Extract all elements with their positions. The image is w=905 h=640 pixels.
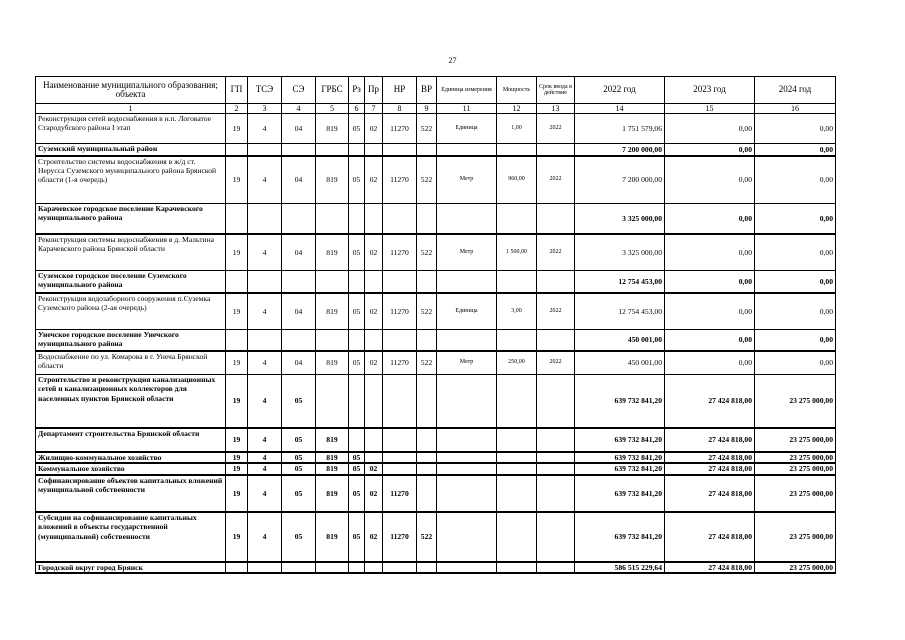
cell-se: 04 [282, 156, 316, 204]
cell-value-2023: 0,00 [665, 144, 755, 156]
cell-power [497, 428, 537, 452]
cell-tse: 4 [248, 452, 282, 463]
cell-name: Субсидии на софинансирование капитальных вложений в объекты государственной (муниципальной) собственности [36, 512, 226, 562]
header-tse: ТСЭ [248, 77, 282, 104]
col-number: 4 [282, 104, 316, 114]
table-row [36, 512, 836, 562]
header-name: Наименование муниципального образования; объекта [36, 77, 226, 104]
cell-pr [365, 204, 383, 234]
cell-value-2022: 639 732 841,20 [575, 463, 665, 475]
cell-value-2024: 0,00 [755, 293, 836, 330]
cell-nr [383, 330, 417, 351]
cell-grbs [316, 204, 349, 234]
cell-value-2024: 23 275 000,00 [755, 452, 836, 463]
col-number: 6 [349, 104, 365, 114]
cell-grbs: 819 [316, 156, 349, 204]
cell-value-2024: 23 275 000,00 [755, 463, 836, 475]
cell-value-2024: 0,00 [755, 330, 836, 351]
cell-nr: 11270 [383, 512, 417, 562]
cell-vr [417, 562, 437, 573]
cell-power [497, 144, 537, 156]
cell-power [497, 463, 537, 475]
cell-unit [437, 475, 497, 512]
cell-nr: 11270 [383, 234, 417, 271]
cell-unit: Единица [437, 293, 497, 330]
cell-rz: 05 [349, 512, 365, 562]
table-row [36, 114, 836, 144]
cell-tse: 4 [248, 293, 282, 330]
cell-nr [383, 204, 417, 234]
table-row [36, 330, 836, 351]
cell-tse [248, 330, 282, 351]
cell-se: 05 [282, 475, 316, 512]
cell-vr [417, 463, 437, 475]
cell-gp: 19 [226, 293, 248, 330]
table-row [36, 463, 836, 475]
cell-term [537, 204, 575, 234]
col-number: 15 [665, 104, 755, 114]
header-se: СЭ [282, 77, 316, 104]
cell-tse [248, 562, 282, 573]
cell-unit [437, 330, 497, 351]
cell-power: 3,00 [497, 293, 537, 330]
cell-rz [349, 144, 365, 156]
cell-value-2022: 639 732 841,20 [575, 452, 665, 463]
cell-se: 04 [282, 293, 316, 330]
cell-name: Строительство и реконструкция канализационных сетей и канализационных коллекторов для населенных пунктов Брянской области [36, 375, 226, 428]
cell-value-2022: 586 515 229,64 [575, 562, 665, 573]
cell-rz: 05 [349, 463, 365, 475]
cell-nr: 11270 [383, 351, 417, 375]
cell-name: Реконструкция водозаборного сооружения п.Суземка Суземского района (2-ая очередь) [36, 293, 226, 330]
cell-value-2024: 0,00 [755, 204, 836, 234]
cell-power: 960,00 [497, 156, 537, 204]
cell-value-2022: 450 001,00 [575, 330, 665, 351]
table-row [36, 156, 836, 204]
cell-gp [226, 144, 248, 156]
cell-se: 05 [282, 452, 316, 463]
cell-tse: 4 [248, 463, 282, 475]
cell-value-2022: 450 001,00 [575, 351, 665, 375]
cell-rz: 05 [349, 234, 365, 271]
cell-vr: 522 [417, 293, 437, 330]
cell-gp [226, 330, 248, 351]
table-row [36, 204, 836, 234]
cell-power [497, 271, 537, 293]
cell-gp: 19 [226, 475, 248, 512]
cell-grbs: 819 [316, 114, 349, 144]
cell-value-2024: 23 275 000,00 [755, 475, 836, 512]
cell-gp: 19 [226, 452, 248, 463]
cell-value-2022: 3 325 000,00 [575, 234, 665, 271]
table-row [36, 351, 836, 375]
cell-value-2024: 23 275 000,00 [755, 512, 836, 562]
cell-pr: 02 [365, 512, 383, 562]
header-gp: ГП [226, 77, 248, 104]
cell-term [537, 144, 575, 156]
cell-name: Реконструкция сетей водоснабжения в н.п. Логоватое Стародубского района I этап [36, 114, 226, 144]
cell-power [497, 330, 537, 351]
cell-pr: 02 [365, 234, 383, 271]
cell-name: Карачевское городское поселение Карачевского муниципального района [36, 204, 226, 234]
cell-value-2024: 0,00 [755, 114, 836, 144]
table-row [36, 271, 836, 293]
header-2023: 2023 год [665, 77, 755, 104]
cell-nr [383, 271, 417, 293]
cell-unit [437, 375, 497, 428]
cell-tse: 4 [248, 351, 282, 375]
cell-gp [226, 271, 248, 293]
cell-grbs [316, 375, 349, 428]
cell-gp: 19 [226, 234, 248, 271]
cell-name: Департамент строительства Брянской области [36, 428, 226, 452]
cell-unit [437, 463, 497, 475]
table-row [36, 375, 836, 428]
table-row [36, 452, 836, 463]
cell-term [537, 512, 575, 562]
col-number: 2 [226, 104, 248, 114]
cell-tse [248, 204, 282, 234]
cell-value-2022: 7 200 000,00 [575, 156, 665, 204]
cell-value-2024: 0,00 [755, 351, 836, 375]
header-nr: НР [383, 77, 417, 104]
cell-vr [417, 144, 437, 156]
cell-vr [417, 375, 437, 428]
cell-power [497, 475, 537, 512]
cell-value-2022: 12 754 453,00 [575, 293, 665, 330]
cell-value-2024: 0,00 [755, 144, 836, 156]
cell-vr [417, 204, 437, 234]
cell-rz: 05 [349, 351, 365, 375]
cell-value-2022: 12 754 453,00 [575, 271, 665, 293]
cell-grbs: 819 [316, 475, 349, 512]
cell-gp [226, 204, 248, 234]
cell-grbs: 819 [316, 351, 349, 375]
cell-se [282, 271, 316, 293]
cell-name: Коммунальное хозяйство [36, 463, 226, 475]
cell-vr: 522 [417, 114, 437, 144]
cell-value-2023: 27 424 818,00 [665, 562, 755, 573]
table-row [36, 428, 836, 452]
cell-rz [349, 271, 365, 293]
cell-tse: 4 [248, 512, 282, 562]
cell-pr: 02 [365, 156, 383, 204]
cell-power [497, 375, 537, 428]
cell-pr [365, 144, 383, 156]
header-row [36, 77, 836, 104]
cell-tse: 4 [248, 234, 282, 271]
cell-nr [383, 452, 417, 463]
cell-pr: 02 [365, 463, 383, 475]
cell-vr [417, 428, 437, 452]
cell-tse: 4 [248, 375, 282, 428]
cell-nr [383, 375, 417, 428]
cell-name: Городской округ город Брянск [36, 562, 226, 573]
cell-se: 04 [282, 234, 316, 271]
column-number-row [36, 104, 836, 114]
budget-table [35, 76, 836, 574]
cell-term: 2022 [537, 351, 575, 375]
col-number: 11 [437, 104, 497, 114]
col-number: 7 [365, 104, 383, 114]
cell-unit: Метр [437, 351, 497, 375]
col-number: 16 [755, 104, 836, 114]
cell-gp: 19 [226, 512, 248, 562]
cell-term: 2022 [537, 114, 575, 144]
header-power: Мощность [497, 77, 537, 104]
col-number: 1 [36, 104, 226, 114]
cell-value-2022: 639 732 841,20 [575, 428, 665, 452]
col-number: 12 [497, 104, 537, 114]
cell-value-2024: 23 275 000,00 [755, 375, 836, 428]
cell-term: 2022 [537, 234, 575, 271]
cell-pr [365, 271, 383, 293]
header-pr: Пр [365, 77, 383, 104]
cell-name: Суземское городское поселение Суземского муниципального района [36, 271, 226, 293]
cell-term [537, 428, 575, 452]
cell-unit [437, 428, 497, 452]
cell-se [282, 562, 316, 573]
cell-pr [365, 375, 383, 428]
cell-nr [383, 463, 417, 475]
cell-pr [365, 330, 383, 351]
header-unit: Единица измерения [437, 77, 497, 104]
header-vr: ВР [417, 77, 437, 104]
cell-unit: Единица [437, 114, 497, 144]
cell-vr: 522 [417, 156, 437, 204]
cell-pr [365, 452, 383, 463]
cell-pr [365, 428, 383, 452]
cell-rz: 05 [349, 114, 365, 144]
cell-unit [437, 144, 497, 156]
cell-name: Жилищно-коммунальное хозяйство [36, 452, 226, 463]
cell-se: 04 [282, 114, 316, 144]
cell-gp [226, 562, 248, 573]
cell-power: 1 500,00 [497, 234, 537, 271]
cell-se: 05 [282, 463, 316, 475]
cell-se: 05 [282, 428, 316, 452]
cell-unit [437, 271, 497, 293]
col-number: 5 [316, 104, 349, 114]
cell-value-2023: 0,00 [665, 271, 755, 293]
cell-nr [383, 428, 417, 452]
cell-term [537, 562, 575, 573]
cell-value-2023: 0,00 [665, 156, 755, 204]
cell-value-2023: 0,00 [665, 293, 755, 330]
cell-value-2024: 23 275 000,00 [755, 562, 836, 573]
cell-term [537, 271, 575, 293]
cell-tse: 4 [248, 156, 282, 204]
cell-gp: 19 [226, 351, 248, 375]
cell-value-2022: 7 200 000,00 [575, 144, 665, 156]
cell-se [282, 144, 316, 156]
cell-grbs [316, 562, 349, 573]
cell-se: 05 [282, 375, 316, 428]
cell-term [537, 375, 575, 428]
cell-name: Строительство системы водоснабжения в ж/д ст. Нерусса Суземского муниципального района Брянской области (1-я очередь) [36, 156, 226, 204]
cell-pr: 02 [365, 293, 383, 330]
cell-value-2022: 639 732 841,20 [575, 512, 665, 562]
cell-power [497, 204, 537, 234]
cell-value-2024: 0,00 [755, 156, 836, 204]
cell-unit [437, 562, 497, 573]
cell-pr: 02 [365, 475, 383, 512]
cell-value-2024: 0,00 [755, 271, 836, 293]
cell-nr: 11270 [383, 475, 417, 512]
cell-unit [437, 452, 497, 463]
cell-value-2024: 23 275 000,00 [755, 428, 836, 452]
cell-power: 1,00 [497, 114, 537, 144]
cell-term [537, 330, 575, 351]
cell-power [497, 452, 537, 463]
cell-gp: 19 [226, 114, 248, 144]
cell-name: Реконструкция системы водоснабжения в д. Мальтина Карачевского района Брянской области [36, 234, 226, 271]
cell-rz [349, 330, 365, 351]
cell-name: Суземский муниципальный район [36, 144, 226, 156]
cell-value-2023: 0,00 [665, 351, 755, 375]
cell-nr: 11270 [383, 156, 417, 204]
cell-gp: 19 [226, 375, 248, 428]
cell-gp: 19 [226, 156, 248, 204]
cell-gp: 19 [226, 428, 248, 452]
cell-rz [349, 428, 365, 452]
cell-tse: 4 [248, 475, 282, 512]
cell-vr [417, 271, 437, 293]
cell-value-2023: 27 424 818,00 [665, 463, 755, 475]
cell-name: Водоснабжение по ул. Комарова в г. Унеча Брянской области [36, 351, 226, 375]
cell-gp: 19 [226, 463, 248, 475]
cell-term [537, 475, 575, 512]
cell-value-2022: 639 732 841,20 [575, 375, 665, 428]
cell-nr [383, 144, 417, 156]
cell-name: Унечское городское поселение Унечского муниципального района [36, 330, 226, 351]
table-row [36, 562, 836, 573]
cell-vr [417, 475, 437, 512]
cell-unit [437, 204, 497, 234]
cell-name: Софинансирование объектов капитальных вложений муниципальной собственности [36, 475, 226, 512]
cell-pr: 02 [365, 351, 383, 375]
cell-unit: Метр [437, 156, 497, 204]
cell-grbs: 819 [316, 234, 349, 271]
cell-vr: 522 [417, 234, 437, 271]
cell-power [497, 562, 537, 573]
cell-value-2022: 639 732 841,20 [575, 475, 665, 512]
cell-rz: 05 [349, 156, 365, 204]
cell-grbs: 819 [316, 463, 349, 475]
col-number: 13 [537, 104, 575, 114]
cell-nr: 11270 [383, 114, 417, 144]
col-number: 3 [248, 104, 282, 114]
table-row [36, 475, 836, 512]
cell-term [537, 463, 575, 475]
cell-value-2023: 0,00 [665, 204, 755, 234]
cell-value-2022: 1 751 579,06 [575, 114, 665, 144]
cell-power: 250,00 [497, 351, 537, 375]
table-row [36, 234, 836, 271]
cell-power [497, 512, 537, 562]
cell-tse [248, 144, 282, 156]
cell-vr: 522 [417, 351, 437, 375]
cell-grbs [316, 330, 349, 351]
cell-rz [349, 562, 365, 573]
cell-rz: 05 [349, 293, 365, 330]
cell-value-2022: 3 325 000,00 [575, 204, 665, 234]
header-2024: 2024 год [755, 77, 836, 104]
cell-grbs: 819 [316, 293, 349, 330]
cell-term: 2022 [537, 293, 575, 330]
cell-tse [248, 271, 282, 293]
cell-grbs: 819 [316, 428, 349, 452]
cell-se: 04 [282, 351, 316, 375]
col-number: 14 [575, 104, 665, 114]
cell-se: 05 [282, 512, 316, 562]
cell-vr [417, 452, 437, 463]
cell-value-2023: 0,00 [665, 234, 755, 271]
col-number: 9 [417, 104, 437, 114]
cell-se [282, 330, 316, 351]
cell-value-2023: 27 424 818,00 [665, 428, 755, 452]
col-number: 8 [383, 104, 417, 114]
cell-term [537, 452, 575, 463]
cell-term: 2022 [537, 156, 575, 204]
cell-value-2023: 27 424 818,00 [665, 512, 755, 562]
cell-grbs [316, 271, 349, 293]
cell-rz: 05 [349, 475, 365, 512]
header-2022: 2022 год [575, 77, 665, 104]
cell-value-2023: 0,00 [665, 114, 755, 144]
header-grbs: ГРБС [316, 77, 349, 104]
cell-rz: 05 [349, 452, 365, 463]
cell-value-2023: 27 424 818,00 [665, 375, 755, 428]
cell-grbs: 819 [316, 512, 349, 562]
cell-rz [349, 204, 365, 234]
cell-value-2024: 0,00 [755, 234, 836, 271]
cell-tse: 4 [248, 114, 282, 144]
cell-unit [437, 512, 497, 562]
cell-grbs [316, 144, 349, 156]
cell-vr: 522 [417, 512, 437, 562]
cell-value-2023: 27 424 818,00 [665, 452, 755, 463]
cell-pr [365, 562, 383, 573]
cell-rz [349, 375, 365, 428]
cell-tse: 4 [248, 428, 282, 452]
page-number: 27 [448, 56, 457, 65]
cell-grbs: 819 [316, 452, 349, 463]
cell-value-2023: 0,00 [665, 330, 755, 351]
table-row [36, 144, 836, 156]
cell-unit: Метр [437, 234, 497, 271]
cell-se [282, 204, 316, 234]
cell-value-2023: 27 424 818,00 [665, 475, 755, 512]
cell-pr: 02 [365, 114, 383, 144]
header-term: Срок ввода в действие [537, 77, 575, 104]
cell-nr [383, 562, 417, 573]
cell-vr [417, 330, 437, 351]
table-row [36, 293, 836, 330]
header-rz: Рз [349, 77, 365, 104]
cell-nr: 11270 [383, 293, 417, 330]
